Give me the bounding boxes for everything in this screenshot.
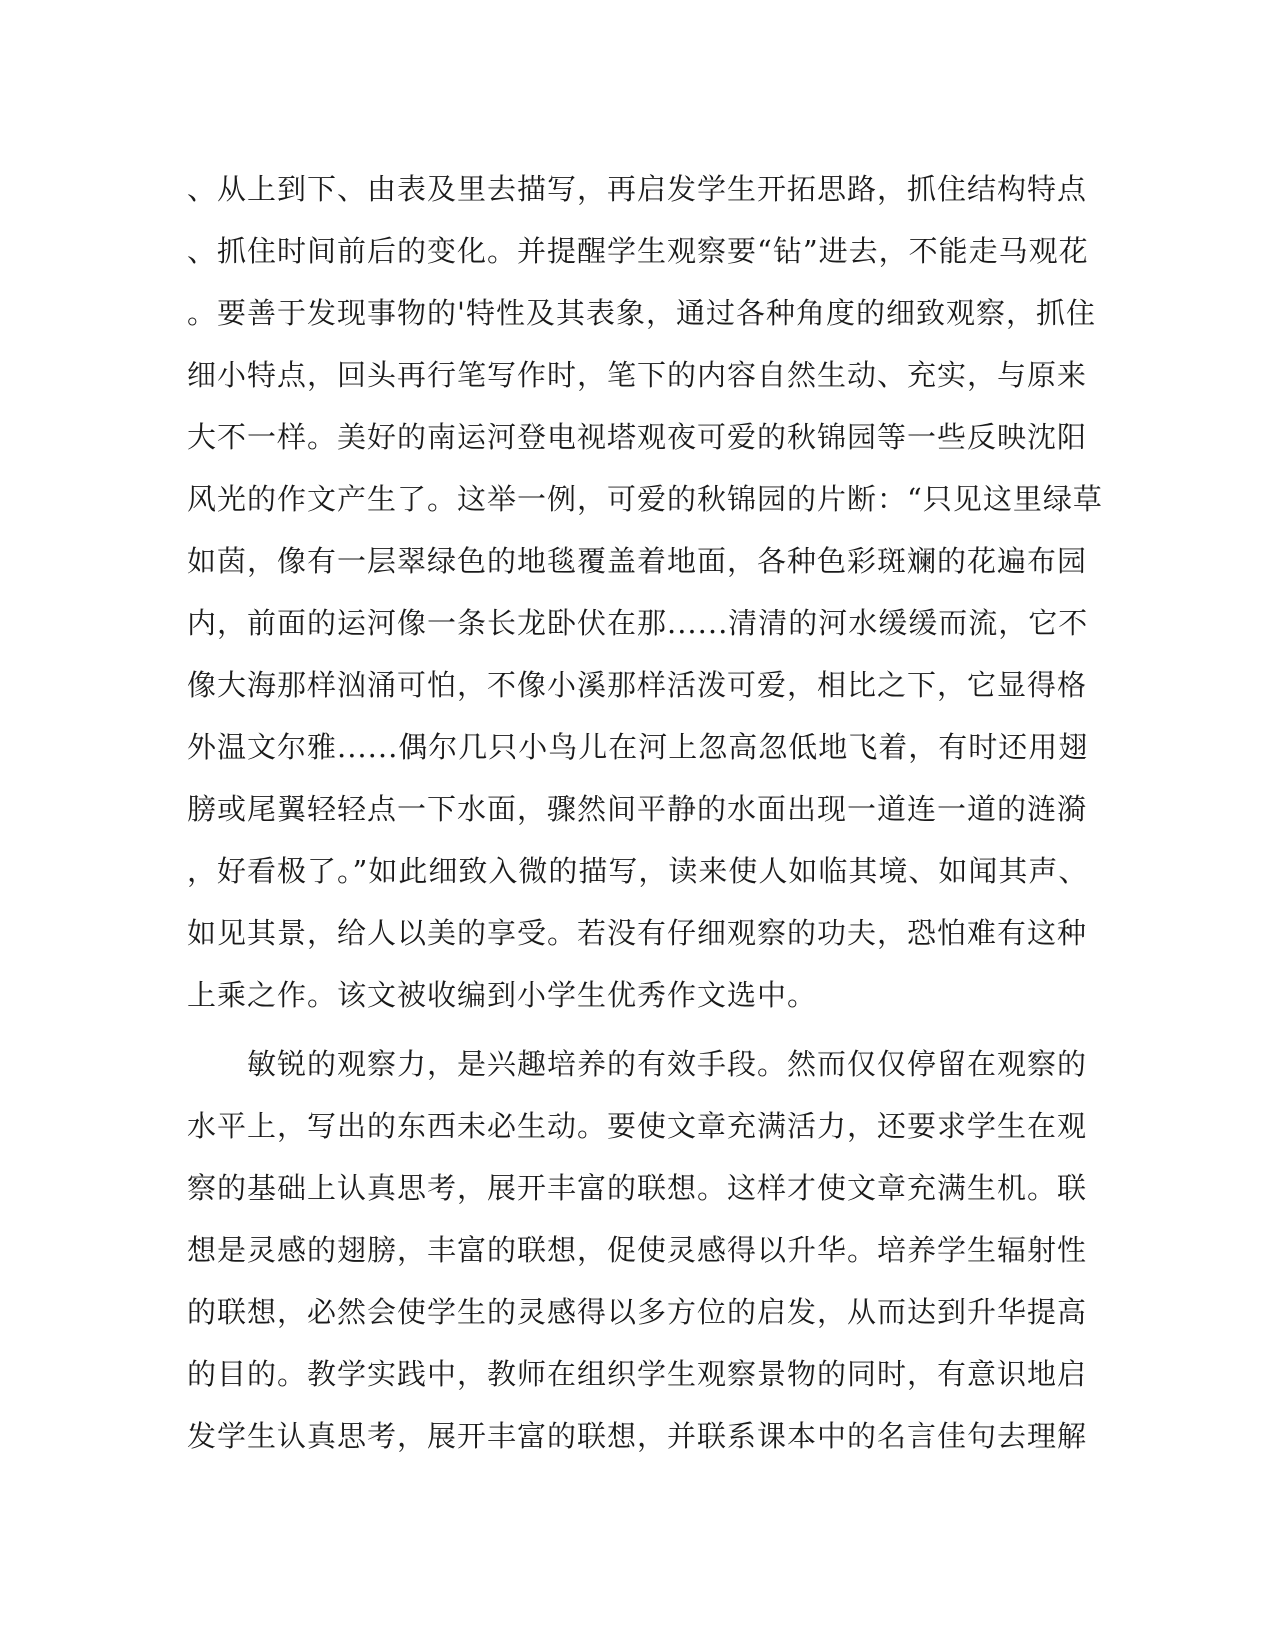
text-line: 如茵，像有一层翠绿色的地毯覆盖着地面，各种色彩斑斓的花遍布园 bbox=[187, 544, 1088, 578]
text-line: 大不一样。美好的南运河登电视塔观夜可爱的秋锦园等一些反映沈阳 bbox=[187, 420, 1088, 454]
text-line: 水平上，写出的东西未必生动。要使文章充满活力，还要求学生在观 bbox=[187, 1109, 1088, 1143]
text-line: 想是灵感的翅膀，丰富的联想，促使灵感得以升华。培养学生辐射性 bbox=[187, 1233, 1088, 1267]
text-line: 像大海那样汹涌可怕，不像小溪那样活泼可爱，相比之下，它显得格 bbox=[187, 668, 1088, 702]
text-line: 如见其景，给人以美的享受。若没有仔细观察的功夫，恐怕难有这种 bbox=[187, 916, 1088, 950]
text-line: 外温文尔雅......偶尔几只小鸟儿在河上忽高忽低地飞着，有时还用翅 bbox=[187, 730, 1089, 764]
text-line: 细小特点，回头再行笔写作时，笔下的内容自然生动、充实，与原来 bbox=[187, 358, 1088, 392]
body-text bbox=[187, 158, 1103, 1467]
text-line: ，好看极了。”如此细致入微的描写，读来使人如临其境、如闻其声、 bbox=[187, 854, 1089, 888]
text-line: 上乘之作。该文被收编到小学生优秀作文选中。 bbox=[187, 978, 818, 1012]
text-line: 膀或尾翼轻轻点一下水面，骤然间平静的水面出现一道连一道的涟漪 bbox=[187, 792, 1088, 826]
paragraph bbox=[187, 1033, 1088, 1467]
paragraph-gap bbox=[187, 1026, 1067, 1033]
text-line: 敏锐的观察力，是兴趣培养的有效手段。然而仅仅停留在观察的 bbox=[187, 1047, 1088, 1081]
text-line: 的目的。教学实践中，教师在组织学生观察景物的同时，有意识地启 bbox=[187, 1357, 1088, 1391]
text-line: 内，前面的运河像一条长龙卧伏在那......清清的河水缓缓而流，它不 bbox=[187, 606, 1089, 640]
text-line: 察的基础上认真思考，展开丰富的联想。这样才使文章充满生机。联 bbox=[187, 1171, 1088, 1205]
text-line: 的联想，必然会使学生的灵感得以多方位的启发，从而达到升华提高 bbox=[187, 1295, 1088, 1329]
text-line: 发学生认真思考，展开丰富的联想，并联系课本中的名言佳句去理解 bbox=[187, 1419, 1088, 1453]
text-line: 、从上到下、由表及里去描写，再启发学生开拓思路，抓住结构特点 bbox=[187, 172, 1088, 206]
text-line: 风光的作文产生了。这举一例，可爱的秋锦园的片断：“只见这里绿草 bbox=[187, 482, 1103, 516]
paragraph bbox=[187, 158, 1103, 1026]
text-line: 、抓住时间前后的变化。并提醒学生观察要“钻”进去，不能走马观花 bbox=[187, 234, 1089, 268]
text-line: 。要善于发现事物的'特性及其表象，通过各种角度的细致观察，抓住 bbox=[187, 296, 1096, 330]
